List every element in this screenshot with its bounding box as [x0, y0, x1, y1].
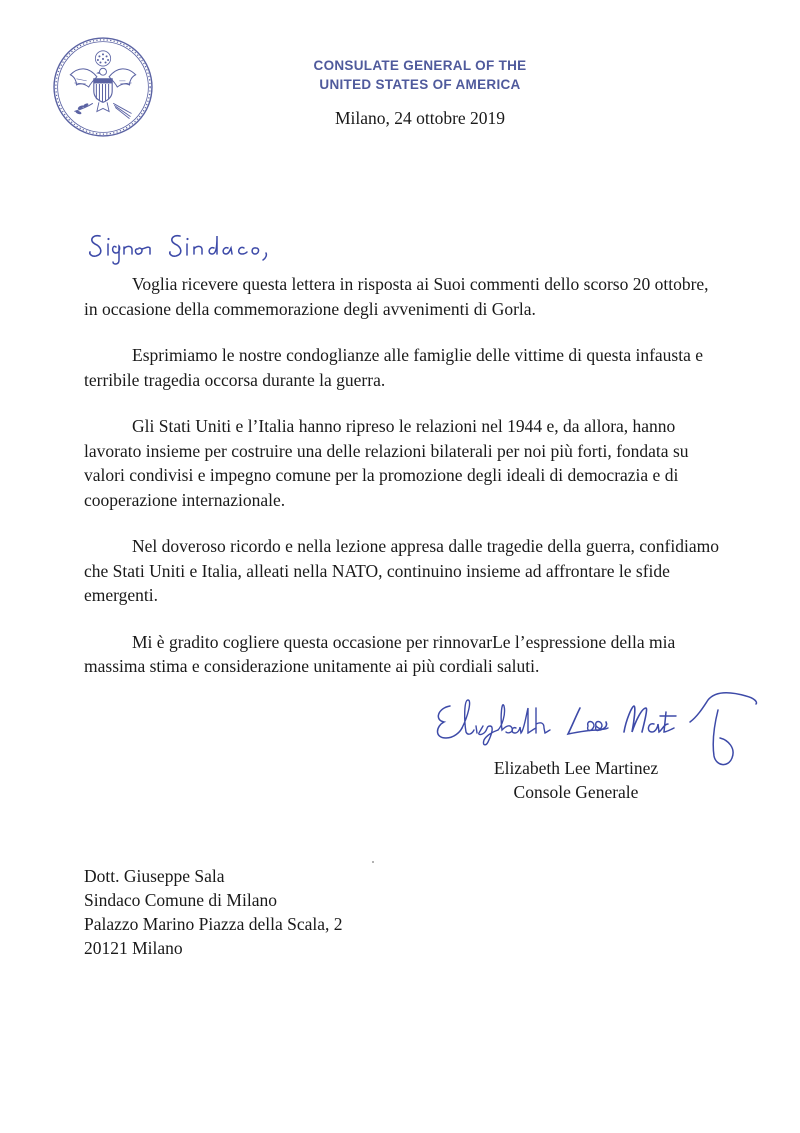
scan-speck	[372, 861, 374, 863]
recipient-line-1: Dott. Giuseppe Sala	[84, 866, 225, 886]
signer-title: Console Generale	[513, 782, 639, 802]
letterhead-line-2: UNITED STATES OF AMERICA	[319, 77, 521, 92]
letter-body	[84, 272, 724, 701]
recipient-address	[84, 864, 504, 960]
paragraph-5: Mi è gradito cogliere questa occasione per rinnovarLe l’espressione della mia massima stima e considerazione unitamente ai più cordiali saluti.	[84, 631, 676, 676]
seal-icon	[52, 36, 154, 138]
letterhead-line-1: CONSULATE GENERAL OF THE	[313, 58, 527, 73]
paragraph-2: Esprimiamo le nostre condoglianze alle famiglie delle vittime di questa infausta e terribile tragedia occorsa durante la guerra.	[84, 345, 703, 390]
paragraph-3: Gli Stati Uniti e l’Italia hanno ripreso le relazioni nel 1944 e, da allora, hanno lavorato insieme per costruire una delle relazioni bilaterali per noi più forti, fondata su valori condivisi e impegno comune per la promozione degli ideali di democrazia e di cooperazione internazionale.	[84, 416, 689, 510]
letterhead	[262, 56, 578, 94]
paragraph-1: Voglia ricevere questa lettera in risposta ai Suoi commenti dello scorso 20 ottobre, in occasione della commemorazione degli avvenimenti di Gorla.	[84, 274, 709, 319]
handwritten-salutation	[86, 222, 316, 268]
recipient-line-4: 20121 Milano	[84, 938, 183, 958]
signer-block	[456, 756, 696, 804]
recipient-line-2: Sindaco Comune di Milano	[84, 890, 277, 910]
letter-date: Milano, 24 ottobre 2019	[334, 108, 506, 128]
paragraph-4: Nel doveroso ricordo e nella lezione appresa dalle tragedie della guerra, confidiamo che Stati Uniti e Italia, alleati nella NATO, continuino insieme ad affrontare le sfide emergenti.	[84, 536, 719, 605]
recipient-line-3: Palazzo Marino Piazza della Scala, 2	[84, 914, 343, 934]
signer-name: Elizabeth Lee Martinez	[493, 758, 659, 778]
